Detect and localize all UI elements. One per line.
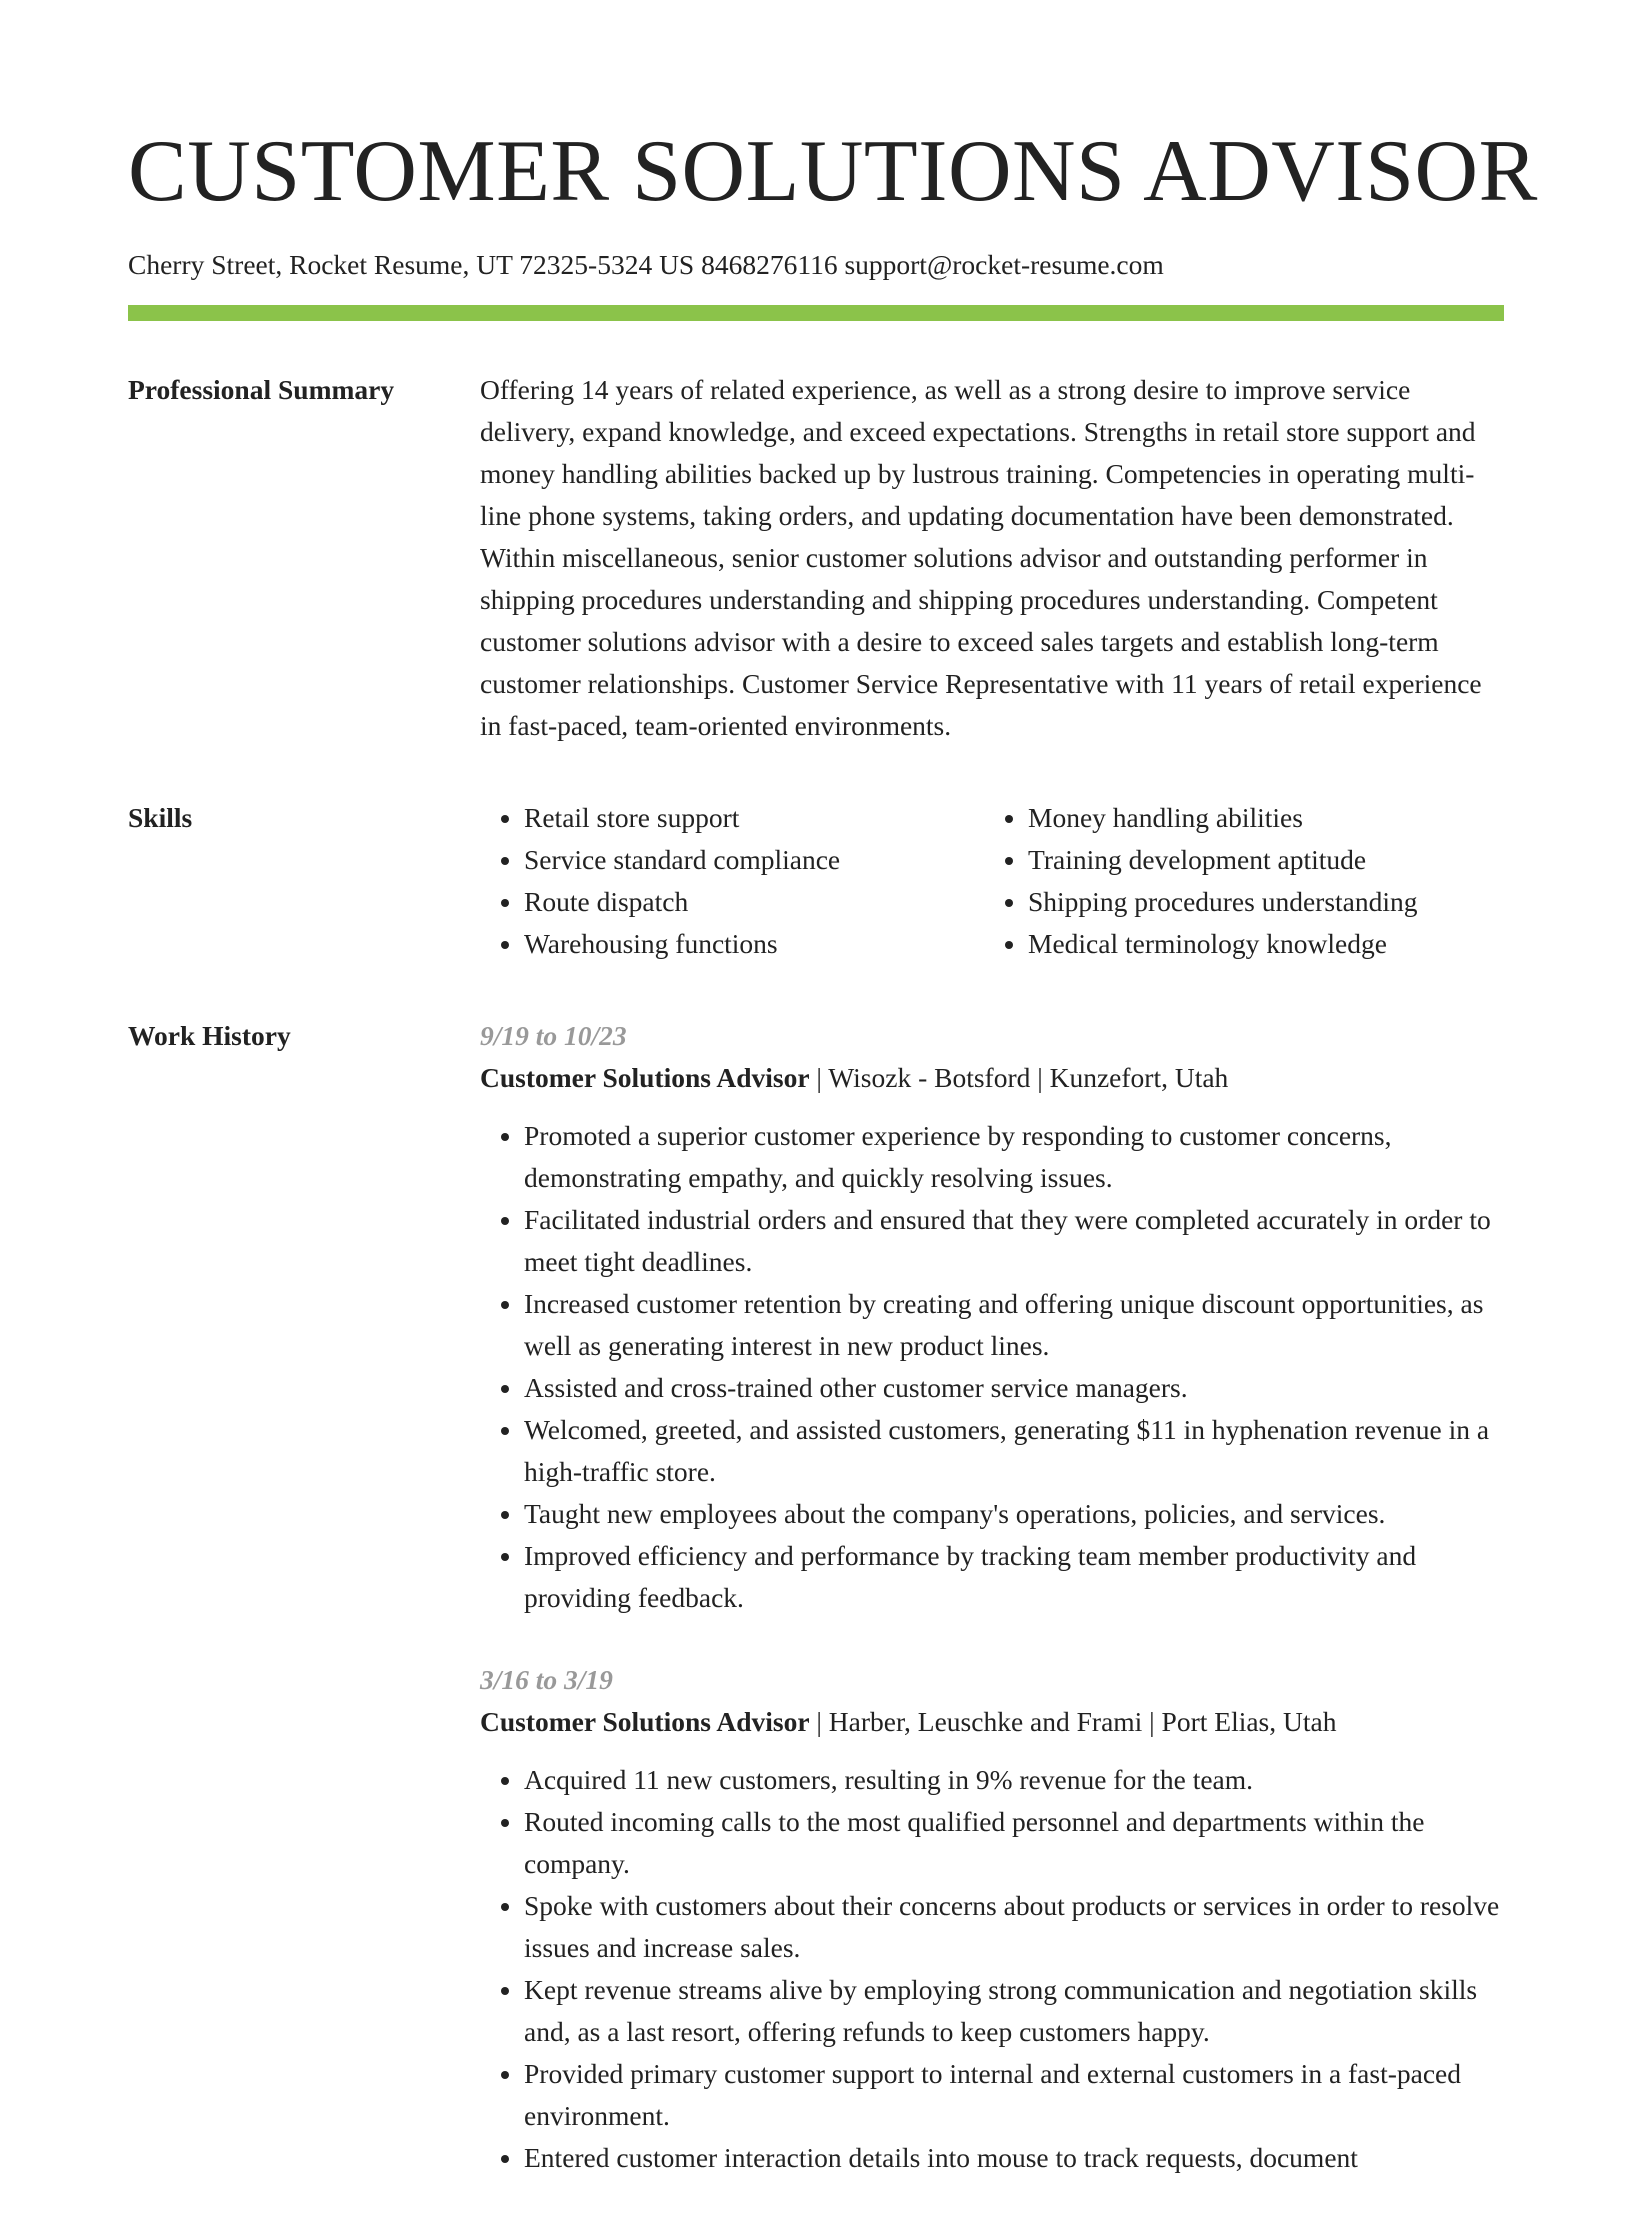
- job-bullet: • Improved efficiency and performance by tracking team member productivity and providing feedback.: [524, 1535, 1504, 1619]
- section-label-work-history: Work History: [128, 1020, 291, 1051]
- summary-body: [480, 369, 1504, 747]
- skill-item: • Route dispatch: [524, 881, 984, 923]
- summary-section: [128, 369, 1504, 747]
- header-divider: [128, 305, 1504, 321]
- skill-item: • Money handling abilities: [1028, 797, 1488, 839]
- job-dates: 9/19 to 10/23: [480, 1020, 627, 1051]
- job-role: Customer Solutions Advisor: [480, 1062, 810, 1093]
- skill-item: • Service standard compliance: [524, 839, 984, 881]
- section-label-skills: Skills: [128, 802, 193, 833]
- resume-page: [128, 0, 1538, 2219]
- summary-text: Offering 14 years of related experience, as well as a strong desire to improve service delivery, expand knowledge, and exceed expectations. Strengths in retail store support and money handling abilities backed up by lustrous training. Competencies in operating multi-line phone systems, taking orders, and updating documentation have been demonstrated. Within miscellaneous, senior customer solutions advisor and outstanding performer in shipping procedures understanding and shipping procedures understanding. Competent customer solutions advisor with a desire to exceed sales targets and establish long-term customer relationships. Customer Service Representative with 11 years of retail experience in fast-paced, team-oriented environments.: [480, 374, 1482, 741]
- job-title-line: [480, 1057, 1504, 1099]
- skill-item: • Warehousing functions: [524, 923, 984, 965]
- job-entry: [480, 1015, 1504, 1619]
- skill-item: • Medical terminology knowledge: [1028, 923, 1488, 965]
- job-bullet: • Spoke with customers about their concerns about products or services in order to resolve issues and increase sales.: [524, 1885, 1504, 1969]
- job-bullet: • Facilitated industrial orders and ensured that they were completed accurately in order to meet tight deadlines.: [524, 1199, 1504, 1283]
- job-bullet: • Promoted a superior customer experience by responding to customer concerns, demonstrating empathy, and quickly resolving issues.: [524, 1115, 1504, 1199]
- skills-body: [480, 797, 1504, 965]
- job-entry: [480, 1659, 1504, 2179]
- resume-title: CUSTOMER SOLUTIONS ADVISOR: [128, 123, 1538, 220]
- skills-list-right: [984, 797, 1488, 965]
- job-bullet: • Provided primary customer support to internal and external customers in a fast-paced environment.: [524, 2053, 1504, 2137]
- job-bullet: • Kept revenue streams alive by employing strong communication and negotiation skills and, as a last resort, offering refunds to keep customers happy.: [524, 1969, 1504, 2053]
- work-history-section: [128, 1015, 1504, 2219]
- job-title-line: [480, 1701, 1504, 1743]
- job-bullet: • Increased customer retention by creating and offering unique discount opportunities, as well as generating interest in new product lines.: [524, 1283, 1504, 1367]
- job-dates: 3/16 to 3/19: [480, 1664, 613, 1695]
- work-history-body: [480, 1015, 1504, 2219]
- contact-line: Cherry Street, Rocket Resume, UT 72325-5324 US 8468276116 support@rocket-resume.com: [128, 249, 1164, 280]
- job-bullet: • Entered customer interaction details into mouse to track requests, document: [524, 2137, 1504, 2179]
- job-bullet: • Assisted and cross-trained other customer service managers.: [524, 1367, 1504, 1409]
- skills-grid: [480, 797, 1504, 965]
- job-role: Customer Solutions Advisor: [480, 1706, 810, 1737]
- job-bullet-list: [480, 1115, 1504, 1619]
- skills-list-left: [480, 797, 984, 965]
- job-company-location: | Wisozk - Botsford | Kunzefort, Utah: [809, 1062, 1229, 1093]
- job-bullet: • Welcomed, greeted, and assisted customers, generating $11 in hyphenation revenue in a high-traffic store.: [524, 1409, 1504, 1493]
- job-company-location: | Harber, Leuschke and Frami | Port Elias, Utah: [809, 1706, 1337, 1737]
- job-bullet: • Taught new employees about the company's operations, policies, and services.: [524, 1493, 1504, 1535]
- skill-item: • Retail store support: [524, 797, 984, 839]
- skill-item: • Training development aptitude: [1028, 839, 1488, 881]
- section-label-summary: Professional Summary: [128, 374, 395, 405]
- job-bullet: • Acquired 11 new customers, resulting in 9% revenue for the team.: [524, 1759, 1504, 1801]
- skills-section: [128, 797, 1504, 965]
- skill-item: • Shipping procedures understanding: [1028, 881, 1488, 923]
- job-bullet-list: [480, 1759, 1504, 2179]
- job-bullet: • Routed incoming calls to the most qualified personnel and departments within the company.: [524, 1801, 1504, 1885]
